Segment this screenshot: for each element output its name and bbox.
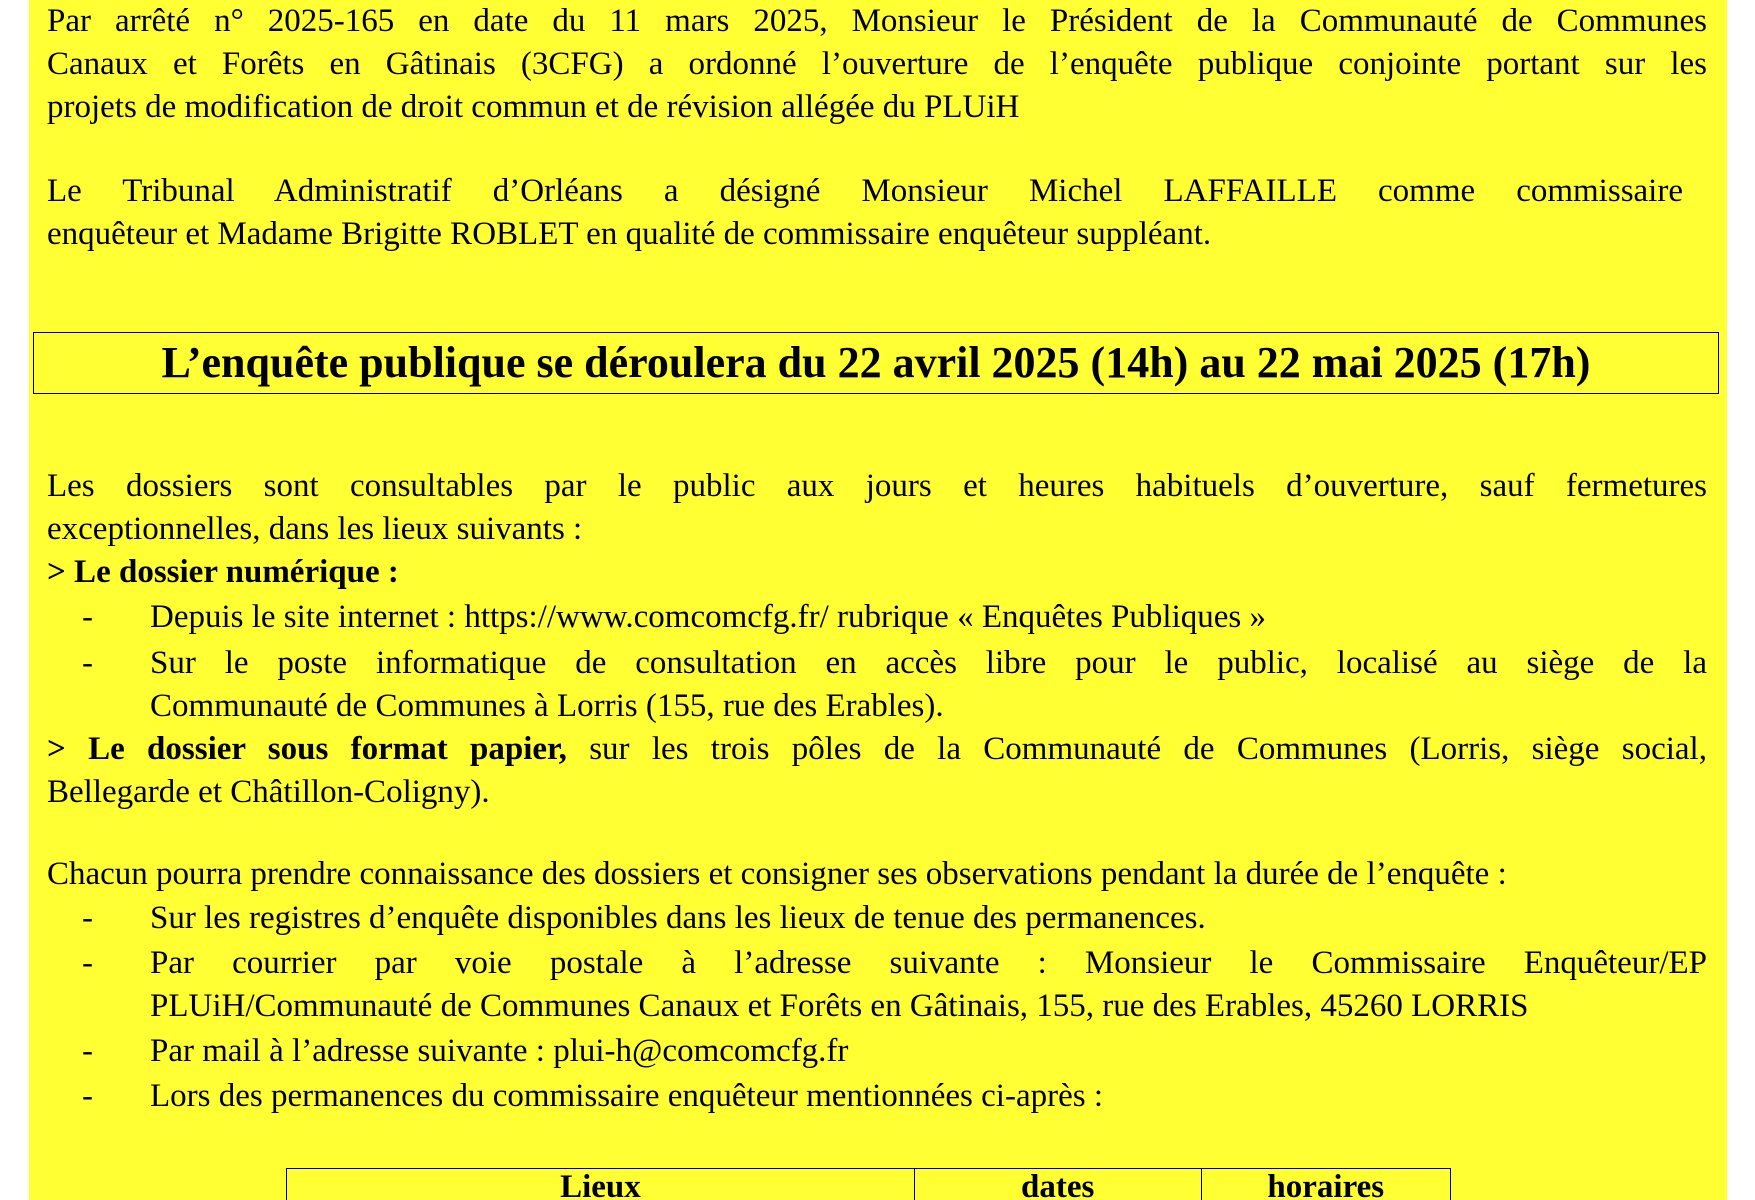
paper-line-2: Bellegarde et Châtillon-Coligny). <box>47 774 490 810</box>
header-dates: dates <box>914 1169 1201 1200</box>
digital-dossier-heading: > Le dossier numérique : <box>47 554 399 590</box>
dash-marker: - <box>82 1078 93 1114</box>
computer-post-line-1: Sur le poste informatique de consultation en accès libre pour le public, localisé au siège de la <box>150 645 1707 681</box>
dash-marker: - <box>82 1033 93 1069</box>
dash-marker: - <box>82 645 93 681</box>
paper-dossier-paragraph <box>47 728 1707 814</box>
observations-intro: Chacun pourra prendre connaissance des dossiers et consigner ses observations pendant la durée de l’enquête : <box>47 856 1507 892</box>
postal-line-1: Par courrier par voie postale à l’adresse suivante : Monsieur le Commissaire Enquêteur/EP <box>150 945 1707 981</box>
paper-line-1-rest: sur les trois pôles de la Communauté de Communes (Lorris, siège social, <box>566 731 1707 767</box>
tribunal-paragraph <box>47 170 1683 256</box>
dash-marker: - <box>82 900 93 936</box>
website-text: Depuis le site internet : https://www.comcomcfg.fr/ rubrique « Enquêtes Publiques » <box>150 599 1266 635</box>
computer-post-text <box>150 642 1707 728</box>
permanences-text: Lors des permanences du commissaire enquêteur mentionnées ci-après : <box>150 1078 1103 1114</box>
consultation-line-1: Les dossiers sont consultables par le public aux jours et heures habituels d’ouverture, sauf fermetures <box>47 468 1707 504</box>
tribunal-line-1: Le Tribunal Administratif d’Orléans a désigné Monsieur Michel LAFFAILLE comme commissaire <box>47 173 1683 209</box>
enquiry-dates-headline: L’enquête publique se déroulera du 22 avril 2025 (14h) au 22 mai 2025 (17h) <box>33 332 1719 394</box>
intro-line-2: Canaux et Forêts en Gâtinais (3CFG) a ordonné l’ouverture de l’enquête publique conjointe portant sur les <box>47 46 1707 82</box>
dash-marker: - <box>82 945 93 981</box>
notice-page <box>29 0 1727 1200</box>
computer-post-line-2: Communauté de Communes à Lorris (155, rue des Erables). <box>150 688 944 724</box>
email-text: Par mail à l’adresse suivante : plui-h@comcomcfg.fr <box>150 1033 849 1069</box>
header-horaires: horaires <box>1201 1169 1450 1200</box>
registers-text: Sur les registres d’enquête disponibles dans les lieux de tenue des permanences. <box>150 900 1206 936</box>
list-item <box>82 1030 1707 1073</box>
paper-dossier-heading: > Le dossier sous format papier, <box>47 731 567 767</box>
list-item <box>82 942 1707 1028</box>
paper-line-1 <box>47 728 1707 771</box>
list-item <box>82 642 1707 728</box>
tribunal-line-2: enquêteur et Madame Brigitte ROBLET en qualité de commissaire enquêteur suppléant. <box>47 216 1212 252</box>
list-item <box>82 1075 1707 1118</box>
intro-line-3: projets de modification de droit commun et de révision allégée du PLUiH <box>47 89 1020 125</box>
consultation-line-2: exceptionnelles, dans les lieux suivants : <box>47 511 583 547</box>
intro-paragraph <box>47 0 1707 129</box>
permanences-table <box>286 1168 1451 1200</box>
intro-line-1: Par arrêté n° 2025-165 en date du 11 mars 2025, Monsieur le Président de la Communauté de Communes <box>47 3 1707 39</box>
postal-line-2: PLUiH/Communauté de Communes Canaux et Forêts en Gâtinais, 155, rue des Erables, 45260 LORRIS <box>150 988 1529 1024</box>
consultation-paragraph <box>47 465 1707 551</box>
table-header-row <box>287 1169 1451 1200</box>
list-item <box>82 897 1707 940</box>
list-item <box>82 596 1707 639</box>
dash-marker: - <box>82 599 93 635</box>
header-lieux: Lieux <box>287 1169 915 1200</box>
postal-mail-text <box>150 942 1707 1028</box>
